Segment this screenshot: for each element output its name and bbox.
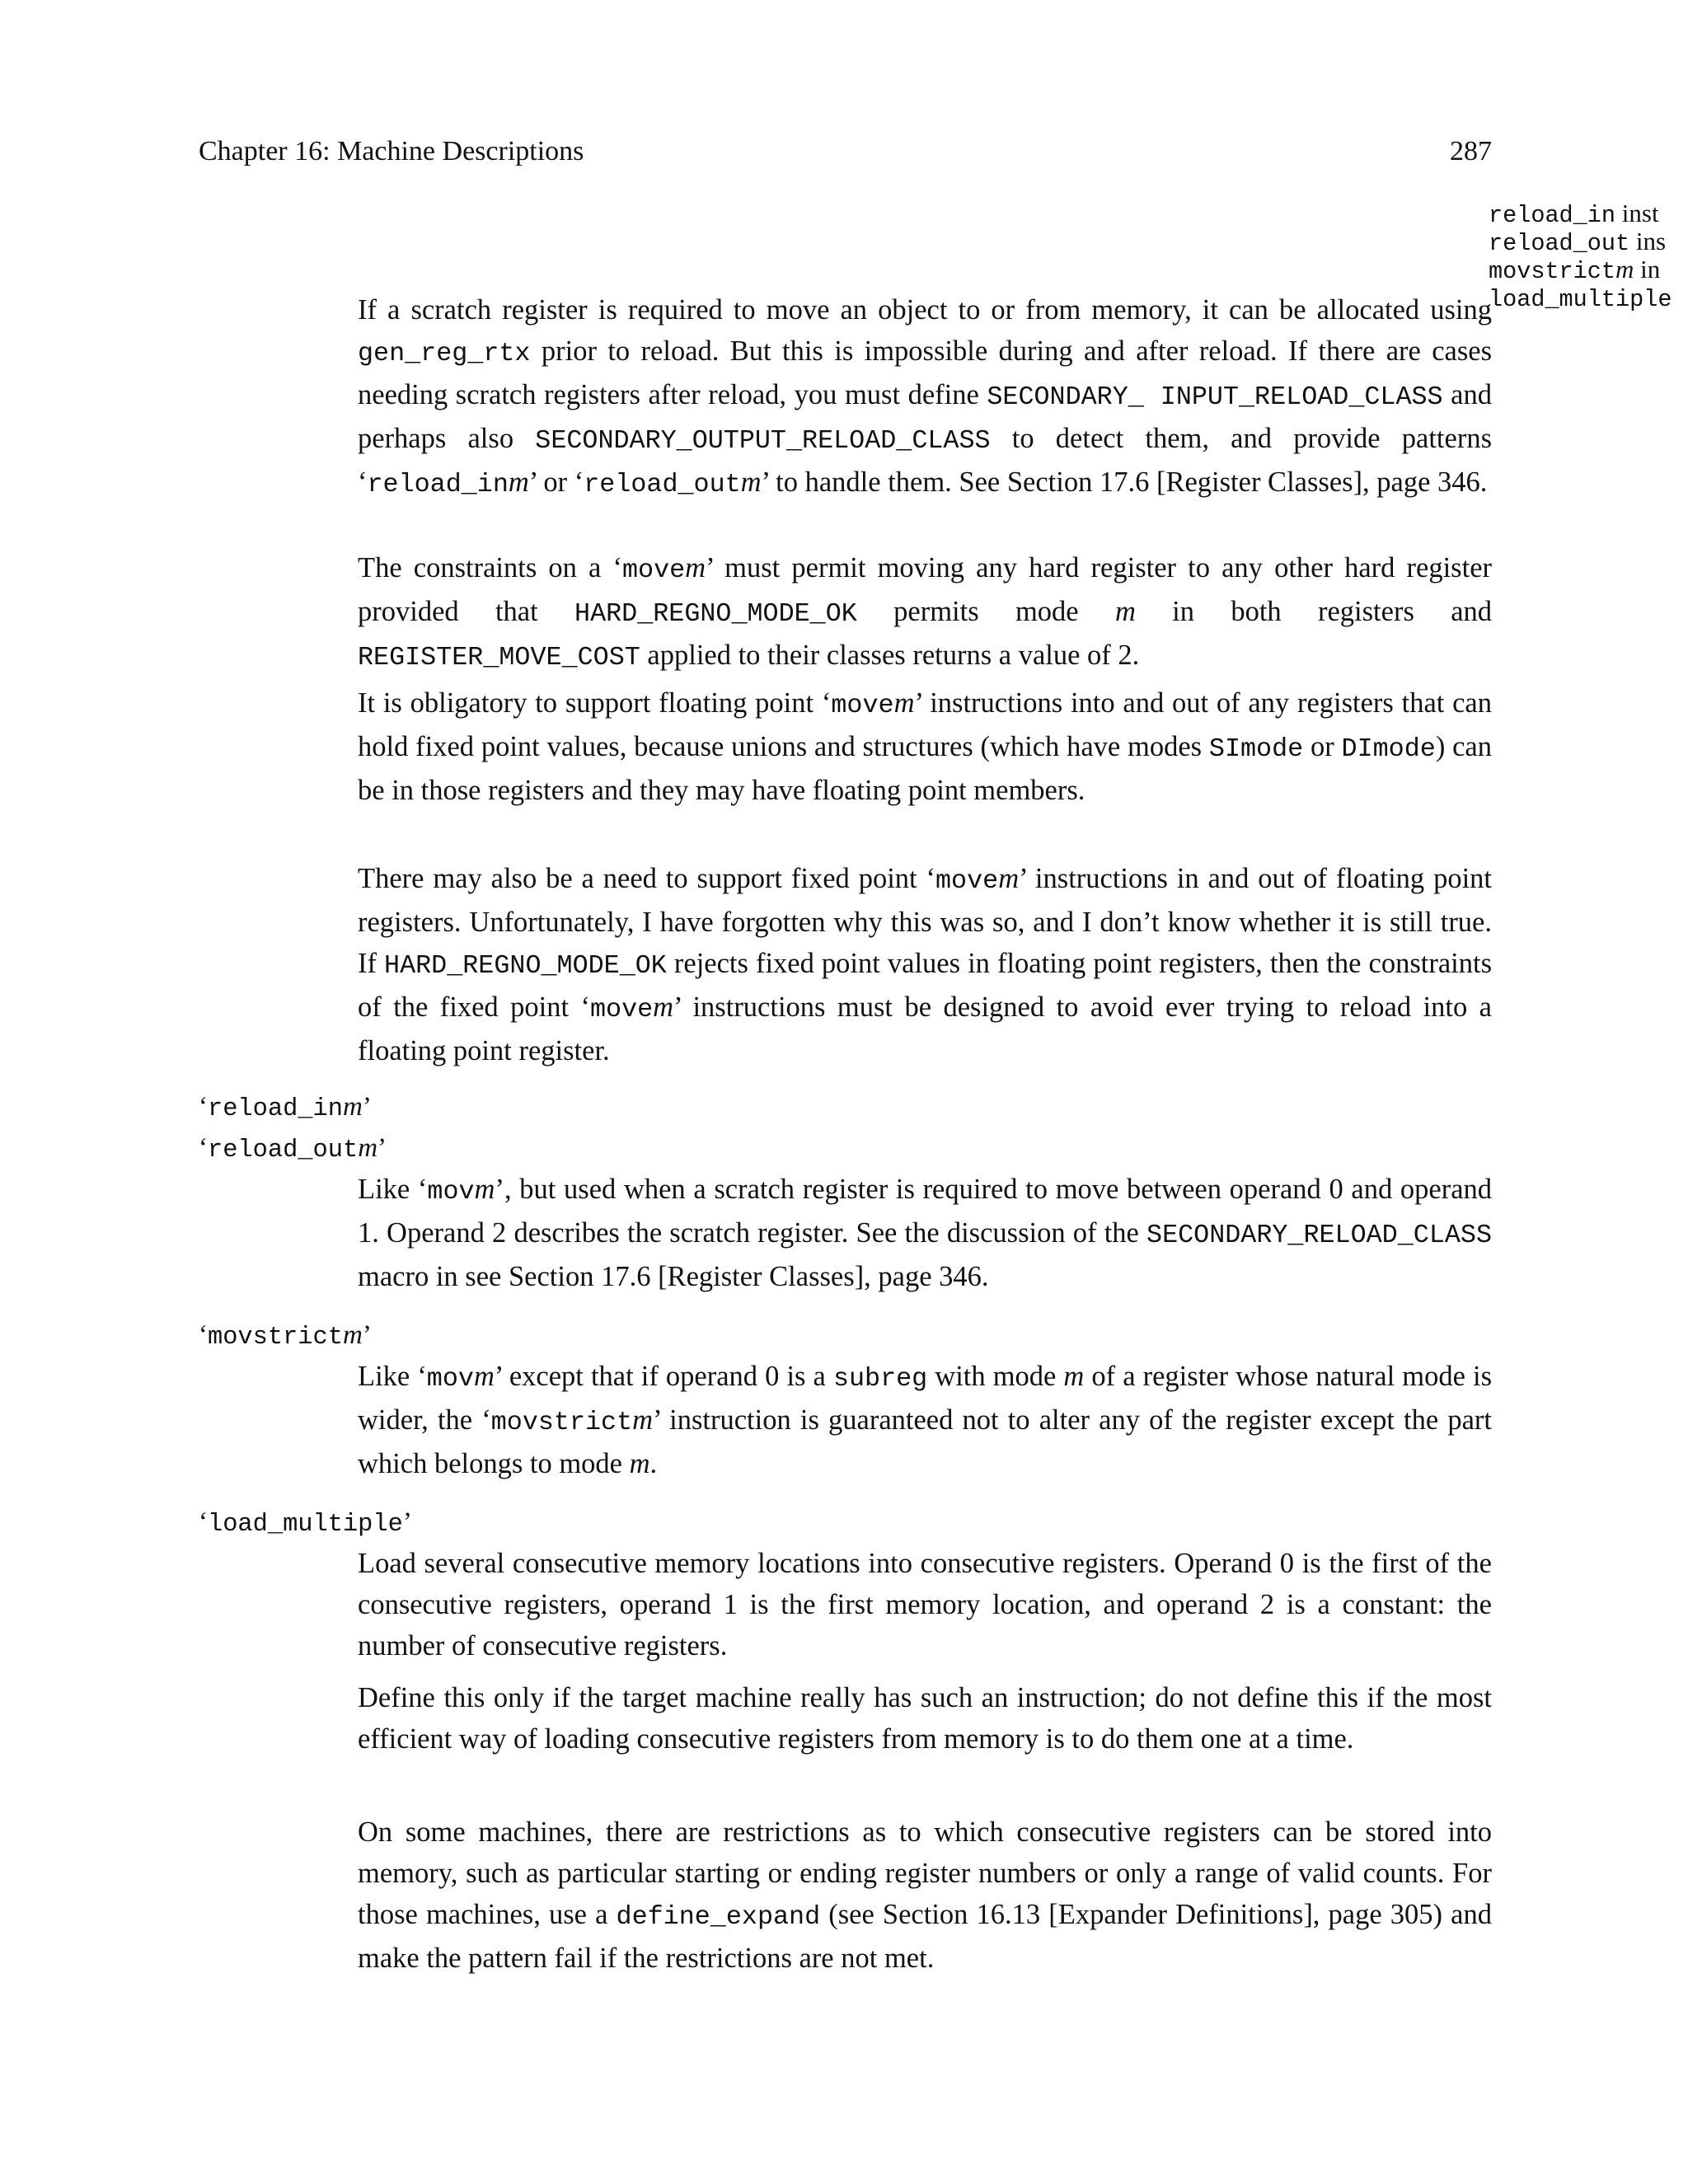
text-run: ’ except that if operand 0 is a	[494, 1361, 833, 1392]
paragraph-floating-point	[358, 682, 1492, 811]
text-run: to detect them, and provide patterns ‘	[358, 423, 1492, 498]
text-run: .	[649, 1448, 658, 1479]
math-variable: m	[740, 466, 762, 498]
text-run: prior to reload. But this is impossible during and after reload. If there are cases needing scratch registers after reload, you must define	[358, 335, 1492, 410]
chapter-title: Chapter 16: Machine Descriptions	[199, 136, 584, 166]
margin-entry: movstrictm in	[1489, 255, 1661, 285]
margin-entry: reload_out ins	[1489, 227, 1667, 257]
text-run: ‘	[199, 1092, 208, 1122]
text-run: (see Section 16.13 [Expander Definitions], page 305) and make the pattern fail if the restrictions are not met.	[358, 1899, 1492, 1974]
math-variable: m	[473, 1361, 495, 1392]
term-movstrict	[199, 1315, 372, 1358]
code-literal: move	[831, 691, 894, 720]
definition-reload	[358, 1169, 1492, 1297]
definition-load-multiple-2	[358, 1677, 1492, 1760]
code-literal: HARD_REGNO_MODE_OK	[384, 951, 667, 981]
paragraph-move-constraints	[358, 547, 1492, 678]
code-literal: subreg	[832, 1364, 928, 1394]
code-literal: mov	[427, 1177, 475, 1207]
code-literal: define_expand	[616, 1902, 821, 1932]
code-literal: movstrict	[490, 1408, 633, 1437]
text-run: of a register whose natural mode is wider, the ‘	[358, 1361, 1492, 1436]
text-run: ‘	[199, 1320, 208, 1350]
text-run: Load several consecutive memory locations into consecutive registers. Operand 0 is the first of the consecutive registers, operand 1 is the first memory location, and operand 2 is a constant: the number of consecutive registers.	[358, 1548, 1492, 1661]
text-run: ’	[377, 1133, 387, 1163]
code-literal: move	[935, 866, 999, 896]
text-run: macro in see Section 17.6 [Register Classes], page 346.	[358, 1261, 989, 1292]
math-variable: m	[1063, 1361, 1085, 1392]
text-run: with mode	[927, 1361, 1064, 1392]
definition-load-multiple-3	[358, 1811, 1492, 1979]
math-variable: m	[508, 466, 529, 498]
text-run: It is obligatory to support floating point ‘	[358, 687, 832, 719]
text-run: permits mode	[856, 596, 1115, 627]
code-literal: move	[589, 995, 654, 1024]
math-variable: m	[893, 687, 915, 719]
text-run: ‘	[199, 1507, 208, 1537]
margin-entry: reload_in inst	[1489, 199, 1659, 229]
term-load-multiple	[199, 1502, 412, 1545]
math-variable: m	[653, 991, 674, 1023]
code-literal: SECONDARY_OUTPUT_RELOAD_CLASS	[535, 426, 991, 456]
code-literal: SECONDARY_RELOAD_CLASS	[1146, 1221, 1492, 1250]
text-run: ’ instructions into and out of any registers that can hold fixed point values, because unions and structures (which have modes	[358, 687, 1492, 762]
code-literal: reload_in	[208, 1095, 343, 1123]
paragraph-fixed-point	[358, 858, 1492, 1071]
text-run: ’ instructions must be designed to avoid ever trying to reload into a floating point register.	[358, 991, 1492, 1066]
text-run: or	[1303, 731, 1342, 762]
text-run: Like ‘	[358, 1361, 427, 1392]
term-reload-out	[199, 1127, 387, 1171]
text-run: ’, but used when a scratch register is required to move between operand 0 and operand 1. Operand 2 describes the scratch register. See the discussion of the	[358, 1174, 1493, 1249]
text-run: ’	[362, 1092, 372, 1122]
math-variable: m	[474, 1174, 495, 1205]
code-literal: mov	[426, 1364, 474, 1394]
text-run: On some machines, there are restrictions as to which consecutive registers can be stored into memory, such as particular starting or ending register numbers or only a range of valid counts. For those machines, use a	[358, 1816, 1492, 1930]
definition-movstrict	[358, 1356, 1492, 1484]
text-run: and perhaps also	[358, 379, 1492, 454]
text-run: ’ instructions in and out of floating point registers. Unfortunately, I have forgotten why this was so, and I don’t know whether it is still true. If	[358, 863, 1492, 979]
code-literal: HARD_REGNO_MODE_OK	[574, 599, 857, 629]
text-run: rejects fixed point values in floating point registers, then the constraints of the fixed point ‘	[358, 948, 1492, 1023]
text-run: in both registers and	[1135, 596, 1493, 627]
text-run: If a scratch register is required to move an object to or from memory, it can be allocated using	[358, 294, 1492, 326]
margin-index-entries	[1489, 199, 1688, 312]
math-variable: m	[629, 1448, 650, 1479]
code-literal: REGISTER_MOVE_COST	[358, 643, 640, 673]
text-run: applied to their classes returns a value of 2.	[640, 640, 1140, 671]
text-run: ’	[402, 1507, 412, 1537]
code-literal: gen_reg_rtx	[358, 339, 531, 368]
running-header	[199, 132, 1492, 171]
text-run: ’ must permit moving any hard register to any other hard register provided that	[358, 552, 1492, 627]
code-literal: move	[621, 555, 686, 585]
margin-entry: load_multiple	[1489, 286, 1672, 312]
definition-load-multiple-1	[358, 1543, 1492, 1666]
code-literal: reload_in	[367, 470, 509, 499]
text-run: ‘	[199, 1133, 208, 1163]
term-reload-in	[199, 1086, 372, 1130]
text-run: ’ to handle them. See Section 17.6 [Register Classes], page 346.	[761, 466, 1488, 498]
text-run: Like ‘	[358, 1174, 428, 1205]
math-variable: m	[998, 863, 1020, 894]
page-number: 287	[1450, 136, 1492, 166]
text-run: ’ instruction is guaranteed not to alter any of the register except the part which belongs to mode	[358, 1404, 1492, 1479]
text-run: ’	[362, 1320, 372, 1350]
math-variable: m	[342, 1320, 363, 1350]
text-run: The constraints on a ‘	[358, 552, 622, 583]
text-run: There may also be a need to support fixed point ‘	[358, 863, 935, 894]
math-variable: m	[632, 1404, 654, 1436]
text-run: ’ or ‘	[528, 466, 584, 498]
math-variable: m	[685, 552, 706, 583]
math-variable: m	[358, 1133, 378, 1163]
code-literal: reload_out	[584, 470, 741, 499]
code-literal: SECONDARY_ INPUT_RELOAD_CLASS	[987, 382, 1443, 412]
math-variable: m	[1114, 596, 1136, 627]
text-run: ) can be in those registers and they may have floating point members.	[358, 731, 1492, 806]
math-variable: m	[342, 1092, 363, 1122]
code-literal: reload_out	[208, 1137, 359, 1165]
code-literal: load_multiple	[208, 1511, 403, 1539]
text-run: Define this only if the target machine really has such an instruction; do not define this if the most efficient way of loading consecutive registers from memory is to do them one at a time.	[358, 1682, 1492, 1755]
code-literal: movstrict	[208, 1324, 343, 1352]
code-literal: SImode	[1208, 734, 1304, 764]
code-literal: DImode	[1341, 734, 1436, 764]
paragraph-scratch-register	[358, 289, 1492, 505]
